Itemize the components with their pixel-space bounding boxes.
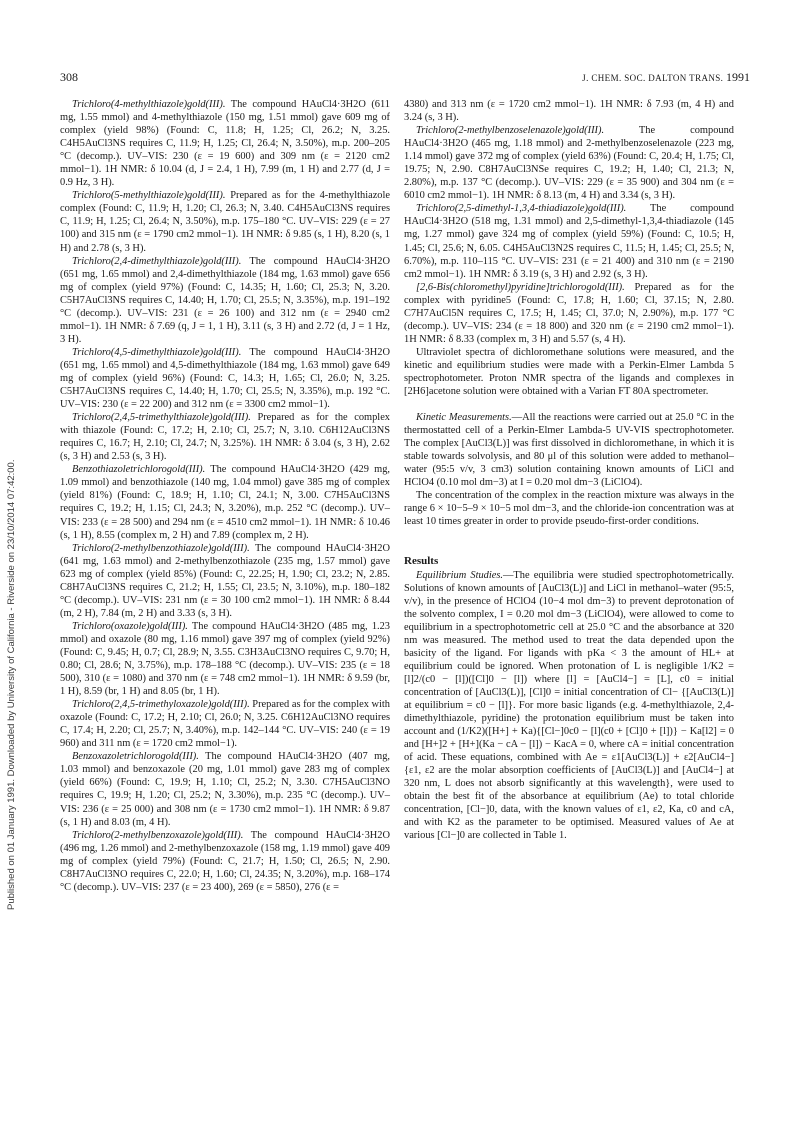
compound-text: Prepared as for the complex with oxazole (Found: C, 17.2; H, 2.10; Cl, 26.0; N, 3.25. C6H12AuCl3NO requires C, 17.4; H, 2.20; Cl, 25.7; N, 3.40%), m.p. 142–144 °C. UV–VIS: 240 (ε = 19 960) and 311 nm (ε = 1720 cm2 mmol−1). bbox=[60, 699, 390, 750]
compound-title: Trichloro(5-methylthiazole)gold(III). bbox=[72, 190, 226, 202]
compound-text: The compound HAuCl4·3H2O (518 mg, 1.31 mmol) and 2,5-dimethyl-1,3,4-thiadiazole (145 mg, 1.27 mmol) gave 324 mg of complex (yield 59%) (Found: C, 10.5; H, 1.45; Cl, 25.6; N, 6.05. C4H5AuCl3N2S requires C, 11.5; H, 1.45; Cl, 25.5; N, 6.70%), m.p. 110–115 °C. UV–VIS: 231 (ε = 21 400) and 310 nm (ε = 2190 cm2 mmol−1). 1H NMR: δ 3.19 (s, 3 H) and 2.92 (s, 3 H). bbox=[404, 203, 734, 280]
download-watermark bbox=[6, 210, 20, 910]
compound-text: Prepared as for the complex with thiazole (Found: C, 17.2; H, 2.10; Cl, 25.7; N, 3.10. C6H12AuCl3NS requires C, 16.7; H, 2.10; Cl, 24.7; N, 3.25%). 1H NMR: δ 3.04 (s, 3 H), 2.62 (s, 3 H) and 2.53 (s, 3 H). bbox=[60, 412, 390, 463]
compound-text: The compound HAuCl4·3H2O (429 mg, 1.09 mmol) and benzothiazole (140 mg, 1.04 mmol) gave 385 mg of complex (yield 81%) (Found: C, 18.9; H, 1.10; Cl, 24.1; N, 3.00. C7H5AuCl3NS requires C, 19.2; H, 1.15; Cl, 24.3; N, 3.20%), m.p. 252 °C (decomp.). UV–VIS: 233 (ε = 28 500) and 294 nm (ε = 4510 cm2 mmol−1). 1H NMR: δ 10.46 (s, 1 H), 8.55 (complex m, 2 H) and 7.89 (complex m, 2 H). bbox=[60, 464, 390, 541]
compound-entry bbox=[60, 463, 390, 541]
compound-title: Trichloro(oxazole)gold(III). bbox=[72, 620, 188, 632]
compound-text: The compound HAuCl4·3H2O (496 mg, 1.26 mmol) and 2-methylbenzoxazole (158 mg, 1.19 mmol) gave 409 mg of complex (yield 79%) (Found: C, 21.7; H, 1.50; Cl, 26.5; N, 2.90. C8H7AuCl3NO requires C, 22.0; H, 1.60; Cl, 24.35; N, 3.20%), m.p. 168–174 °C (decomp.). UV–VIS: 237 (ε = 23 400), 269 (ε = 5850), 276 (ε = bbox=[60, 829, 390, 893]
compound-text: The compound HAuCl4·3H2O (485 mg, 1.23 mmol) and oxazole (80 mg, 1.16 mmol) gave 397 mg of complex (yield 92%) (Found: C, 9.45; H, 0.7; Cl, 28.9; N, 3.55. C3H3AuCl3NO requires C, 9.70; H, 0.80; Cl, 28.6; N, 3.75%), m.p. 178–188 °C (decomp.). UV–VIS: 235 (ε = 18 500), 310 (ε = 1080) and 370 nm (ε = 748 cm2 mmol−1). 1H NMR: δ 9.59 (br, 1 H), 8.59 (br, 1 H) and 8.05 (br, 1 H). bbox=[60, 620, 390, 698]
right-column bbox=[404, 98, 734, 843]
compound-title: Trichloro(2-methylbenzothiazole)gold(III). bbox=[72, 542, 250, 554]
compound-entry bbox=[60, 829, 390, 894]
compound-title: Benzothiazoletrichlorogold(III). bbox=[72, 464, 206, 476]
compound-entry bbox=[60, 698, 390, 750]
concentration-paragraph: The concentration of the complex in the reaction mixture was always in the range 6 × 10−5–9 × 10−5 mol dm−3, and the chloride-ion concentration was at least 10 times greater in order to provide pseudo-first-order conditions. bbox=[404, 490, 734, 528]
compound-title: Benzoxazoletrichlorogold(III). bbox=[72, 751, 199, 763]
spacer bbox=[404, 542, 734, 555]
results-heading: Results bbox=[404, 554, 439, 567]
compound-entry bbox=[60, 346, 390, 411]
compound-entry bbox=[404, 202, 734, 280]
spacer bbox=[404, 529, 734, 542]
compound-title: Trichloro(2,5-dimethyl-1,3,4-thiadiazole)gold(III). bbox=[416, 203, 627, 215]
continued-text: 4380) and 313 nm (ε = 1720 cm2 mmol−1). 1H NMR: δ 7.93 (m, 4 H) and 3.24 (s, 3 H). bbox=[404, 99, 734, 124]
spectra-paragraph: Ultraviolet spectra of dichloromethane solutions were measured, and the kinetic and equilibrium studies were made with a Perkin-Elmer Lambda 5 spectrophotometer. Proton NMR spectra of the ligands and complexes in [2H6]acetone solution were obtained with a Varian FT 80A spectrometer. bbox=[404, 346, 734, 398]
compound-text: Prepared as for the 4-methylthiazole complex (Found: C, 11.9; H, 1.20; Cl, 26.3; N, 3.40. C4H5AuCl3NS requires C, 11.9; H, 1.25; Cl, 26.4; N, 3.50%), m.p. 175–180 °C. UV–VIS: 229 (ε = 27 100) and 315 nm (ε = 1790 cm2 mmol−1). 1H NMR: δ 9.85 (s, 1 H), 8.20 (s, 1 H) and 2.78 (s, 3 H). bbox=[60, 190, 390, 254]
compound-entry bbox=[60, 255, 390, 346]
compound-entry bbox=[404, 281, 734, 346]
kinetic-text: —All the reactions were carried out at 25.0 °C in the thermostatted cell of a Perkin-Elmer Lambda-5 UV-VIS spectrophotometer. The complex [AuCl3(L)] was first dissolved in dichloromethane, in which it is stable towards solvolysis, and 80 μl of this solution were added to methanol–water (95:5 v/v, 3 cm3) solution containing known amounts of LiCl and HClO4 (0.10 mol dm−3) at I = 0.20 mol dm−3 (LiClO4). bbox=[404, 412, 734, 489]
compound-text: The compound HAuCl4·3H2O (641 mg, 1.63 mmol) and 2-methylbenzothiazole (235 mg, 1.57 mmol) gave 623 mg of complex (yield 85%) (Found: C, 22.25; H, 1.90; Cl, 23.2; N, 2.85. C8H7AuCl3NS requires C, 21.2; H, 1.55; Cl, 23.5; N, 3.10%), m.p. 180–182 °C (decomp.). UV–VIS: 231 nm (ε = 30 100 cm2 mmol−1). 1H NMR: δ 8.44 (m, 2 H), 7.84 (m, 2 H) and 3.33 (s, 3 H). bbox=[60, 542, 390, 619]
compound-title: Trichloro(2,4-dimethylthiazole)gold(III). bbox=[72, 255, 242, 267]
journal-year: 1991 bbox=[726, 70, 750, 84]
compound-entry bbox=[60, 189, 390, 254]
compound-text: Prepared as for the complex with pyridine5 (Found: C, 17.8; H, 1.60; Cl, 37.15; N, 2.80. C7H7AuCl5N requires C, 17.5; H, 1.45; Cl, 37.0; N, 2.90%), m.p. 177 °C (decomp.). UV–VIS: 234 (ε = 18 800) and 320 nm (ε = 2190 cm2 mmol−1). 1H NMR: δ 8.33 (complex m, 3 H) and 5.57 (s, 4 H). bbox=[404, 281, 734, 345]
compound-entry bbox=[60, 411, 390, 463]
compound-text: The compound HAuCl4·3H2O (651 mg, 1.65 mmol) and 4,5-dimethylthiazole (184 mg, 1.63 mmol) gave 649 mg of complex (yield 96%) (Found: C, 14.3; H, 1.65; Cl, 26.0; N, 3.25. C5H7AuCl3NS requires C, 14.40; H, 1.70; Cl, 25.5; N, 3.35%), m.p. 192 °C. UV–VIS: 230 (ε = 22 200) and 312 nm (ε = 3300 cm2 mmol−1). bbox=[60, 346, 390, 411]
compound-title: Trichloro(2-methylbenzoxazole)gold(III). bbox=[72, 829, 244, 841]
equilibrium-title: Equilibrium Studies. bbox=[416, 569, 504, 581]
journal-name: J. CHEM. SOC. DALTON TRANS. bbox=[582, 73, 724, 83]
compound-title: Trichloro(2,4,5-trimethylthiazole)gold(III). bbox=[72, 412, 251, 424]
equilibrium-paragraph bbox=[404, 569, 734, 843]
compound-text: The compound HAuCl4·3H2O (611 mg, 1.55 mmol) and 4-methylthiazole (150 mg, 1.51 mmol) gave 609 mg of complex (yield 98%) (Found: C, 11.8; H, 1.25; Cl, 26.2; N, 3.25. C4H5AuCl3NS requires C, 11.9; H, 1.25; Cl, 26.4; N, 3.50%), m.p. 200–205 °C (decomp.). UV–VIS: 230 (ε = 19 600) and 309 nm (ε = 2120 cm2 mmol−1). 1H NMR: δ 10.04 (d, J = 2.4, 1 H), 7.99 (m, 1 H) and 2.77 (d, J = 0.9 Hz, 3 H). bbox=[60, 99, 390, 189]
compound-title: Trichloro(4-methylthiazole)gold(III). bbox=[72, 99, 226, 110]
compound-text: The compound HAuCl4·3H2O (407 mg, 1.03 mmol) and benzoxazole (20 mg, 1.01 mmol) gave 283 mg of complex (yield 66%) (Found: C, 19.9; H, 1.10; Cl, 25.2; N, 3.30. C7H5AuCl3NO requires C, 19.9; H, 1.20; Cl, 25.2; N, 3.30%), m.p. 235 °C (decomp.). UV–VIS: 236 (ε = 25 000) and 308 nm (ε = 1730 cm2 mmol−1). 1H NMR: δ 9.87 (s, 1 H) and 8.03 (m, 4 H). bbox=[60, 751, 390, 828]
equilibrium-text: —The equilibria were studied spectrophotometrically. Solutions of known amounts of [AuCl3(L)] and LiCl in methanol–water (95:5, v/v), in the presence of HClO4 (10−4 mol dm−3) to prevent deprotonation of the solvento complex, I = 0.20 mol dm−3 (LiClO4), were allowed to come to equilibrium in a spectrophotometric cell at 25.0 °C and the absorbance at 320 nm was measured. The method used to treat the data depended upon the basicity of the ligand. For ligands with pKa < 3 the amount of HL+ at equilibrium could be ignored. When protonation of L is negligible 1/K2 = [l]2/(c0 − [l])([Cl]0 − [l]) where [l] = [AuCl4−] = [L], c0 = initial concentration of [AuCl3(L)], [Cl]0 = initial concentration of Cl− {[AuCl3(L)] at equilibrium = c0 − [l]}. For more basic ligands (e.g. 4-methylthiazole, 2,4-dimethylthiazole, pyridine) the protonation equilibrium must be taken into account and (1/K2)([H+] + Ka){[Cl−]0c0 − [l](c0 + [Cl]0 + [l])} − Ka[l2] = 0 and [H+]2 + [H+](Ka − cA − [l]) − KacA = 0, where cA = initial concentration of acid. These equations, combined with Ae = ε1[AuCl3(L)] + ε2[AuCl4−] {ε1, ε2 are the molar absorption coefficients of [AuCl3(L)] and [AuCl4−] at 320 nm, L does not absorb significantly at this wavelength}, were used to obtain the best fit of the absorbance at equilibrium (Ae) to total chloride concentration, [Cl−]0, data, with the known values of ε1, ε2, Ka, c0 and cA, and with K2 as the parameter to be optimised. Measured values of Ae at various [Cl−]0 are collected in Table 1. bbox=[404, 569, 734, 842]
compound-title: Trichloro(2,4,5-trimethyloxazole)gold(III). bbox=[72, 699, 250, 711]
page-header bbox=[60, 70, 750, 86]
kinetic-paragraph bbox=[404, 411, 734, 489]
journal-title bbox=[582, 70, 750, 85]
compound-entry bbox=[404, 124, 734, 202]
compound-entry bbox=[60, 542, 390, 620]
compound-title: [2,6-Bis(chloromethyl)pyridine]trichlorogold(III). bbox=[416, 281, 625, 293]
compound-entry bbox=[60, 620, 390, 698]
compound-text: The compound HAuCl4·3H2O (465 mg, 1.18 mmol) and 2-methylbenzoselenazole (223 mg, 1.14 mmol) gave 372 mg of complex (yield 63%) (Found: C, 20.4; H, 1.75; Cl, 19.75; N, 2.90. C8H7AuCl3NSe requires C, 19.2; H, 1.40; Cl, 21.3; N, 2.80%), m.p. 137 °C (decomp.). UV–VIS: 229 (ε = 35 900) and 304 nm (ε = 6010 cm2 mmol−1). 1H NMR: δ 8.13 (m, 4 H) and 3.34 (s, 3 H). bbox=[404, 125, 734, 202]
page-number: 308 bbox=[60, 70, 78, 84]
compound-entry bbox=[60, 750, 390, 828]
kinetic-title: Kinetic Measurements. bbox=[416, 412, 512, 424]
compound-title: Trichloro(4,5-dimethylthiazole)gold(III). bbox=[72, 346, 242, 358]
compound-entry bbox=[60, 98, 390, 189]
compound-title: Trichloro(2-methylbenzoselenazole)gold(III). bbox=[416, 125, 605, 137]
download-note: Published on 01 January 1991. Downloaded by University of California - Riverside on 23/10/2014 07:42:00. bbox=[6, 459, 17, 910]
left-column bbox=[60, 98, 390, 894]
compound-text: The compound HAuCl4·3H2O (651 mg, 1.65 mmol) and 2,4-dimethylthiazole (184 mg, 1.63 mmol) gave 656 mg of complex (yield 97%) (Found: C, 14.35; H, 1.60; Cl, 25.3; N, 3.20. C5H7AuCl3NS requires C, 14.40; H, 1.70; Cl, 25.5; N, 3.35%), m.p. 191–192 °C (decomp.). UV–VIS: 231 (ε = 26 100) and 312 nm (ε = 2940 cm2 mmol−1). 1H NMR: δ 7.69 (q, J = 1, 1 H), 3.11 (s, 3 H) and 2.72 (d, J = 1 Hz, 3 H). bbox=[60, 255, 390, 345]
spacer bbox=[404, 398, 734, 411]
